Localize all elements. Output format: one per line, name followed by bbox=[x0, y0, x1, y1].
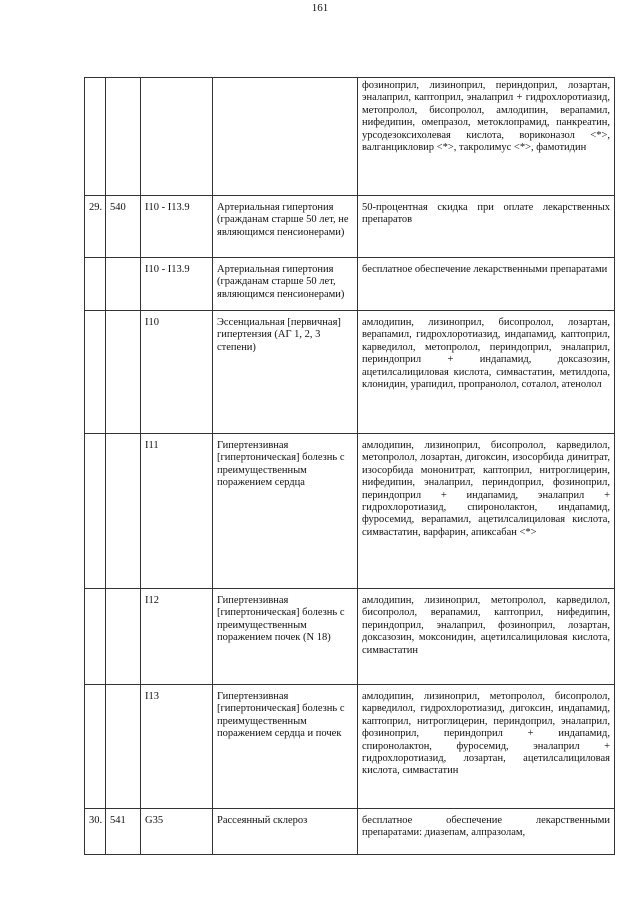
row-number bbox=[85, 258, 106, 311]
disease-name: Рассеянный склероз bbox=[213, 809, 358, 855]
drug-list: бесплатное обеспечение лекарственными препаратами: диазепам, алпразолам, bbox=[358, 809, 615, 855]
table-row bbox=[85, 196, 615, 258]
table-row bbox=[85, 685, 615, 809]
icd-code: I10 - I13.9 bbox=[141, 196, 213, 258]
table-row bbox=[85, 311, 615, 434]
drug-list: амлодипин, лизиноприл, бисопролол, лозартан, верапамил, гидрохлоротиазид, индапамид, каптоприл, карведилол, метопролол, периндоприл, эналаприл, периндоприл + индапамид, доксазозин, ацетилсалициловая кислота, симвастатин, метилдопа, клонидин, урапидил, пропранолол, соталол, атенолол bbox=[358, 311, 615, 434]
model-code bbox=[106, 311, 141, 434]
drug-list: 50-процентная скидка при оплате лекарственных препаратов bbox=[358, 196, 615, 258]
icd-code: I12 bbox=[141, 589, 213, 685]
disease-name: Гипертензивная [гипертоническая] болезнь с преимущественным поражением сердца и почек bbox=[213, 685, 358, 809]
icd-code: G35 bbox=[141, 809, 213, 855]
row-number bbox=[85, 78, 106, 196]
table-row bbox=[85, 434, 615, 589]
disease-name: Эссенциальная [первичная] гипертензия (АГ 1, 2, 3 степени) bbox=[213, 311, 358, 434]
icd-code: I13 bbox=[141, 685, 213, 809]
icd-code bbox=[141, 78, 213, 196]
table-row bbox=[85, 78, 615, 196]
icd-code: I10 - I13.9 bbox=[141, 258, 213, 311]
page-number: 161 bbox=[311, 2, 329, 14]
icd-code: I10 bbox=[141, 311, 213, 434]
row-number: 30. bbox=[85, 809, 106, 855]
model-code bbox=[106, 258, 141, 311]
disease-name: Гипертензивная [гипертоническая] болезнь с преимущественным поражением сердца bbox=[213, 434, 358, 589]
disease-name: Гипертензивная [гипертоническая] болезнь с преимущественным поражением почек (N 18) bbox=[213, 589, 358, 685]
table-row bbox=[85, 589, 615, 685]
disease-name: Артериальная гипертония (гражданам старше 50 лет, являющимся пенсионерами) bbox=[213, 258, 358, 311]
model-code: 540 bbox=[106, 196, 141, 258]
icd-code: I11 bbox=[141, 434, 213, 589]
table-row bbox=[85, 809, 615, 855]
model-code bbox=[106, 78, 141, 196]
disease-name bbox=[213, 78, 358, 196]
drug-list: амлодипин, лизиноприл, метопролол, бисопролол, карведилол, гидрохлоротиазид, дигоксин, индапамид, каптоприл, нитроглицерин, периндоприл, эналаприл, фозиноприл, периндоприл + индапамид, спиронолактон, фуросемид, эналаприл + гидрохлоротиазид, лозартан, ацетилсалициловая кислота, симвастатин bbox=[358, 685, 615, 809]
model-code bbox=[106, 685, 141, 809]
drug-list: фозиноприл, лизиноприл, периндоприл, лозартан, эналаприл, каптоприл, эналаприл + гидрохлоротиазид, метопролол, бисопролол, амлодипин, верапамил, нифедипин, омепразол, метоклопрамид, панкреатин, урсодезоксихолевая кислота, вориконазол <*>, валганцикловир <*>, такролимус <*>, фамотидин bbox=[358, 78, 615, 196]
drug-provision-table bbox=[84, 77, 615, 855]
table-row bbox=[85, 258, 615, 311]
row-number bbox=[85, 434, 106, 589]
drug-list: амлодипин, лизиноприл, бисопролол, карведилол, метопролол, лозартан, дигоксин, изосорбида динитрат, изосорбида мононитрат, каптоприл, нитроглицерин, нифедипин, эналаприл, периндоприл, фозиноприл, периндоприл + индапамид, эналаприл + гидрохлоротиазид, спиронолактон, индапамид, фуросемид, верапамил, ацетилсалициловая кислота, симвастатин, варфарин, апиксабан <*> bbox=[358, 434, 615, 589]
drug-list: амлодипин, лизиноприл, метопролол, карведилол, бисопролол, верапамил, каптоприл, нифедипин, периндоприл, эналаприл, фозиноприл, лозартан, доксазозин, моксонидин, ацетилсалициловая кислота, симвастатин bbox=[358, 589, 615, 685]
row-number bbox=[85, 589, 106, 685]
disease-name: Артериальная гипертония (гражданам старше 50 лет, не являющимся пенсионерами) bbox=[213, 196, 358, 258]
model-code bbox=[106, 589, 141, 685]
row-number bbox=[85, 311, 106, 434]
drug-list: бесплатное обеспечение лекарственными препаратами bbox=[358, 258, 615, 311]
row-number bbox=[85, 685, 106, 809]
model-code bbox=[106, 434, 141, 589]
row-number: 29. bbox=[85, 196, 106, 258]
model-code: 541 bbox=[106, 809, 141, 855]
